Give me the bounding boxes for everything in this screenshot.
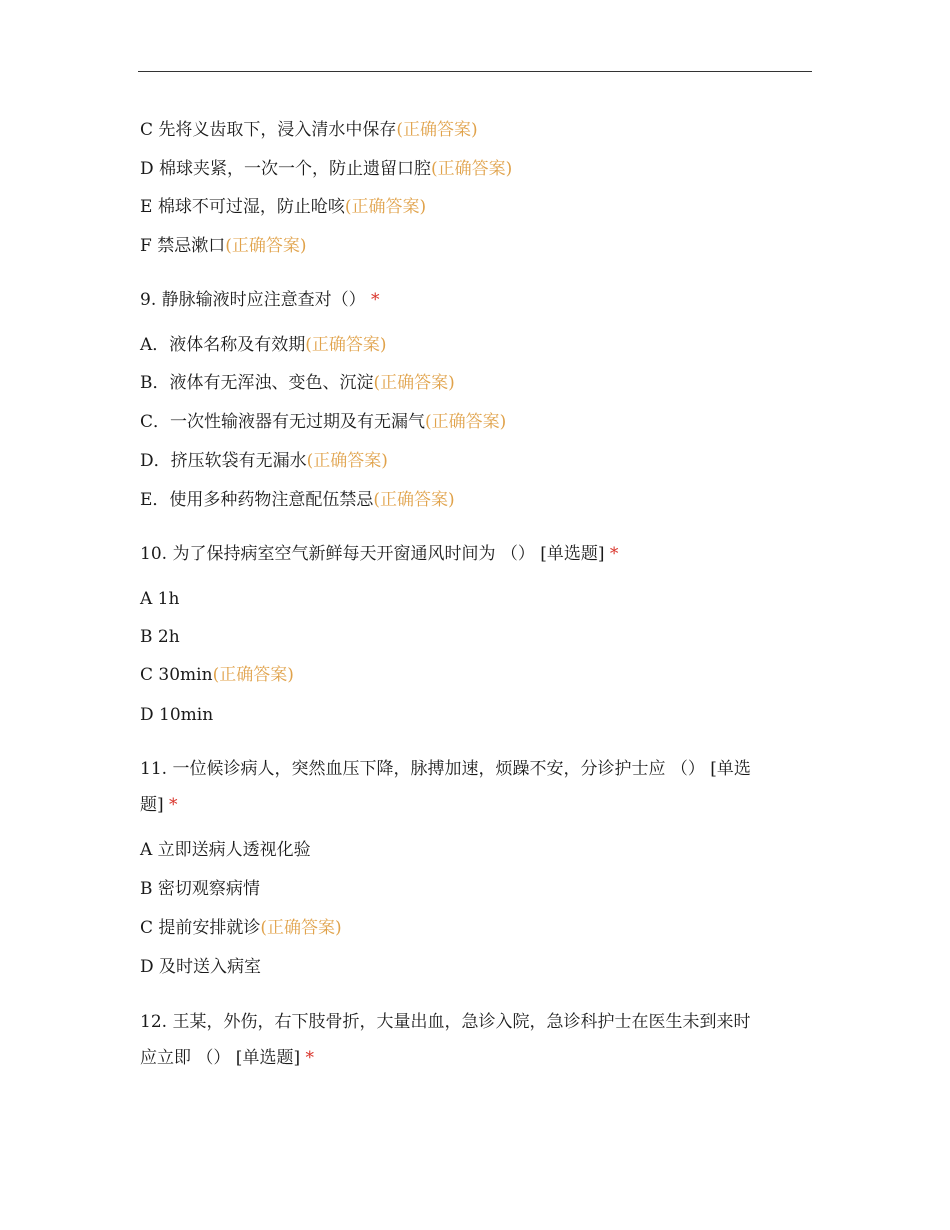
option-text: D 10min bbox=[140, 705, 214, 725]
q12-title-line1 bbox=[140, 1011, 750, 1033]
option-text: C．一次性输液器有无过期及有无漏气 bbox=[140, 412, 426, 432]
q12-title-line2 bbox=[140, 1047, 314, 1069]
correct-answer-tag: (正确答案) bbox=[344, 197, 427, 217]
q9-title bbox=[140, 289, 380, 311]
option-text: A 1h bbox=[140, 589, 180, 609]
correct-answer-tag: (正确答案) bbox=[225, 236, 307, 256]
q11-title-line2 bbox=[140, 794, 178, 816]
option-text: E 棉球不可过湿，防止呛咳 bbox=[140, 197, 345, 217]
option-text: D．挤压软袋有无漏水 bbox=[140, 451, 307, 471]
correct-answer-tag: (正确答案) bbox=[373, 490, 455, 510]
question-text: 9. 静脉输液时应注意查对（） bbox=[140, 290, 366, 310]
option-text: B．液体有无浑浊、变色、沉淀 bbox=[140, 373, 374, 393]
q11-option-b bbox=[140, 878, 260, 900]
correct-answer-tag: (正确答案) bbox=[373, 373, 455, 393]
q10-option-b bbox=[140, 626, 180, 648]
q10-option-c bbox=[140, 664, 294, 686]
q9-option-d bbox=[140, 450, 388, 472]
q9-option-e bbox=[140, 489, 455, 511]
q8-option-f bbox=[140, 235, 306, 257]
q8-option-d bbox=[140, 158, 512, 180]
q11-title-line1 bbox=[140, 758, 751, 780]
option-text: E．使用多种药物注意配伍禁忌 bbox=[140, 490, 374, 510]
option-text: C 提前安排就诊 bbox=[140, 918, 261, 938]
q8-option-e bbox=[140, 196, 426, 218]
q10-option-d bbox=[140, 704, 213, 726]
option-text: D 及时送入病室 bbox=[140, 957, 262, 977]
option-text: B 密切观察病情 bbox=[140, 879, 260, 899]
q11-option-c bbox=[140, 917, 342, 939]
q9-option-a bbox=[140, 334, 387, 356]
question-text: 题] bbox=[140, 795, 164, 815]
question-text: 11. 一位候诊病人，突然血压下降，脉搏加速，烦躁不安，分诊护士应 （） [单选 bbox=[140, 759, 751, 779]
header-rule bbox=[138, 71, 812, 72]
correct-answer-tag: (正确答案) bbox=[306, 451, 388, 471]
q9-option-c bbox=[140, 411, 506, 433]
question-text: 应立即 （） [单选题] bbox=[140, 1048, 301, 1068]
correct-answer-tag: (正确答案) bbox=[431, 159, 513, 179]
correct-answer-tag: (正确答案) bbox=[396, 120, 478, 140]
required-mark: * bbox=[371, 290, 380, 310]
correct-answer-tag: (正确答案) bbox=[212, 665, 294, 685]
q10-title bbox=[140, 543, 618, 565]
q10-option-a bbox=[140, 588, 179, 610]
option-text: A 立即送病人透视化验 bbox=[140, 840, 311, 860]
correct-answer-tag: (正确答案) bbox=[260, 918, 342, 938]
q9-option-b bbox=[140, 372, 455, 394]
option-text: D 棉球夹紧，一次一个，防止遗留口腔 bbox=[140, 159, 432, 179]
correct-answer-tag: (正确答案) bbox=[305, 335, 387, 355]
option-text: C 先将义齿取下，浸入清水中保存 bbox=[140, 120, 397, 140]
q8-option-c bbox=[140, 119, 478, 141]
q11-option-a bbox=[140, 839, 311, 861]
option-text: B 2h bbox=[140, 627, 180, 647]
option-text: A．液体名称及有效期 bbox=[140, 335, 306, 355]
q11-option-d bbox=[140, 956, 261, 978]
required-mark: * bbox=[609, 544, 619, 564]
question-text: 10. 为了保持病室空气新鲜每天开窗通风时间为 （） [单选题] bbox=[140, 544, 605, 564]
required-mark: * bbox=[169, 795, 178, 815]
option-text: C 30min bbox=[140, 665, 213, 685]
required-mark: * bbox=[305, 1048, 314, 1068]
question-text: 12. 王某，外伤，右下肢骨折，大量出血，急诊入院，急诊科护士在医生未到来时 bbox=[140, 1012, 751, 1032]
correct-answer-tag: (正确答案) bbox=[425, 412, 507, 432]
option-text: F 禁忌漱口 bbox=[140, 236, 226, 256]
